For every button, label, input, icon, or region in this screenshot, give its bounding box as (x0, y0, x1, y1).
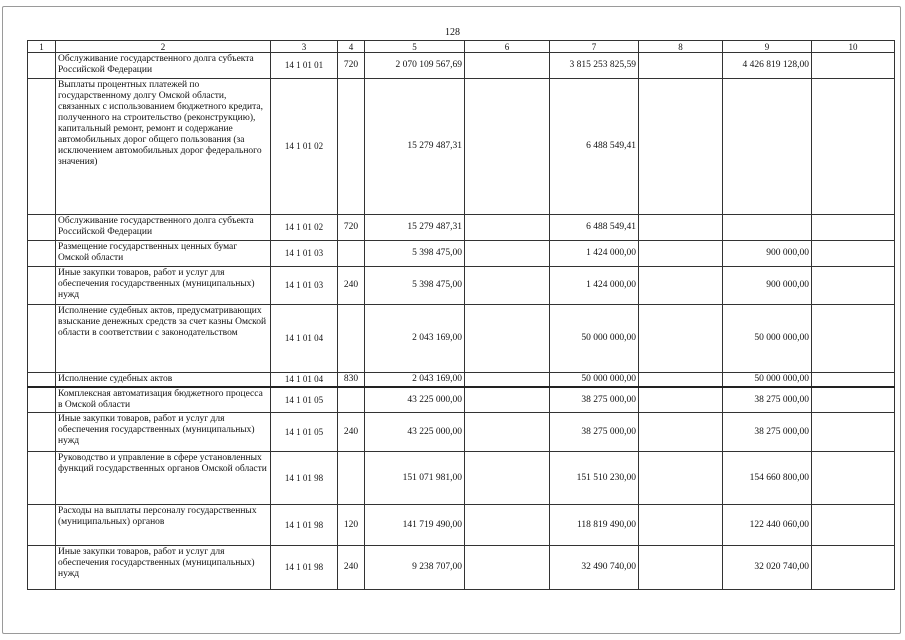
table-row (28, 505, 895, 546)
row-col9: 4 426 819 128,00 (723, 53, 812, 79)
row-col7: 1 424 000,00 (550, 241, 639, 267)
row-vr: 720 (338, 215, 365, 241)
row-col10 (812, 546, 895, 590)
table-row (28, 79, 895, 215)
row-col8 (639, 215, 723, 241)
row-col9: 900 000,00 (723, 267, 812, 305)
row-col5: 15 279 487,31 (365, 215, 465, 241)
row-col10 (812, 452, 895, 505)
row-col9 (723, 215, 812, 241)
row-col6 (465, 387, 550, 413)
row-col8 (639, 267, 723, 305)
row-col7: 151 510 230,00 (550, 452, 639, 505)
row-code: 14 1 01 98 (271, 505, 338, 546)
row-col6 (465, 267, 550, 305)
table-row (28, 53, 895, 79)
row-col5: 2 070 109 567,69 (365, 53, 465, 79)
row-col9 (723, 79, 812, 215)
row-col9: 154 660 800,00 (723, 452, 812, 505)
row-col7: 32 490 740,00 (550, 546, 639, 590)
page-number: 128 (445, 27, 460, 38)
row-col8 (639, 53, 723, 79)
row-col10 (812, 267, 895, 305)
row-code: 14 1 01 05 (271, 413, 338, 452)
row-col10 (812, 241, 895, 267)
row-name: Иные закупки товаров, работ и услуг для обеспечения государственных (муниципальных) нужд (56, 413, 271, 452)
row-col5: 2 043 169,00 (365, 305, 465, 373)
row-col8 (639, 373, 723, 388)
row-col6 (465, 305, 550, 373)
row-code: 14 1 01 05 (271, 387, 338, 413)
column-header: 9 (723, 41, 812, 53)
row-col9: 50 000 000,00 (723, 373, 812, 388)
row-name: Руководство и управление в сфере установленных функций государственных органов Омской области (56, 452, 271, 505)
row-vr (338, 305, 365, 373)
row-name: Исполнение судебных актов (56, 373, 271, 388)
row-name: Обслуживание государственного долга субъекта Российской Федерации (56, 53, 271, 79)
row-col5: 9 238 707,00 (365, 546, 465, 590)
column-header: 8 (639, 41, 723, 53)
row-code: 14 1 01 98 (271, 452, 338, 505)
row-name: Иные закупки товаров, работ и услуг для обеспечения государственных (муниципальных) нужд (56, 546, 271, 590)
row-col9: 38 275 000,00 (723, 413, 812, 452)
row-col6 (465, 215, 550, 241)
row-name: Размещение государственных ценных бумаг Омской области (56, 241, 271, 267)
row-col10 (812, 505, 895, 546)
row-col5: 5 398 475,00 (365, 241, 465, 267)
column-header: 7 (550, 41, 639, 53)
row-col5: 43 225 000,00 (365, 413, 465, 452)
row-code: 14 1 01 02 (271, 215, 338, 241)
row-col7: 38 275 000,00 (550, 387, 639, 413)
row-col10 (812, 305, 895, 373)
row-vr: 830 (338, 373, 365, 388)
row-vr: 240 (338, 413, 365, 452)
column-header: 5 (365, 41, 465, 53)
row-vr: 240 (338, 546, 365, 590)
row-vr: 720 (338, 53, 365, 79)
row-col8 (639, 387, 723, 413)
table-row (28, 215, 895, 241)
row-vr (338, 387, 365, 413)
row-vr (338, 452, 365, 505)
row-col8 (639, 505, 723, 546)
row-col5: 5 398 475,00 (365, 267, 465, 305)
row-col5: 151 071 981,00 (365, 452, 465, 505)
row-col7: 38 275 000,00 (550, 413, 639, 452)
row-col7: 3 815 253 825,59 (550, 53, 639, 79)
row-code: 14 1 01 04 (271, 305, 338, 373)
row-col7: 118 819 490,00 (550, 505, 639, 546)
table-row (28, 387, 895, 413)
row-col8 (639, 452, 723, 505)
row-col7: 6 488 549,41 (550, 215, 639, 241)
row-vr: 240 (338, 267, 365, 305)
row-col7: 50 000 000,00 (550, 305, 639, 373)
row-vr: 120 (338, 505, 365, 546)
row-col10 (812, 215, 895, 241)
row-col10 (812, 373, 895, 388)
column-number-row (28, 41, 895, 53)
row-col7: 50 000 000,00 (550, 373, 639, 388)
row-col5: 15 279 487,31 (365, 79, 465, 215)
row-col6 (465, 373, 550, 388)
column-header: 4 (338, 41, 365, 53)
row-col10 (812, 79, 895, 215)
row-col5: 141 719 490,00 (365, 505, 465, 546)
row-col10 (812, 413, 895, 452)
column-header: 2 (56, 41, 271, 53)
row-col8 (639, 305, 723, 373)
row-vr (338, 241, 365, 267)
table-row (28, 546, 895, 590)
row-col8 (639, 79, 723, 215)
row-col9: 38 275 000,00 (723, 387, 812, 413)
row-col6 (465, 413, 550, 452)
table-row (28, 452, 895, 505)
row-col10 (812, 53, 895, 79)
row-name: Исполнение судебных актов, предусматривающих взыскание денежных средств за счет казны Омской области в соответствии с законодательством (56, 305, 271, 373)
row-col9: 50 000 000,00 (723, 305, 812, 373)
row-col6 (465, 452, 550, 505)
row-name: Расходы на выплаты персоналу государственных (муниципальных) органов (56, 505, 271, 546)
column-header: 1 (28, 41, 56, 53)
row-code: 14 1 01 03 (271, 267, 338, 305)
table-row (28, 413, 895, 452)
row-col5: 2 043 169,00 (365, 373, 465, 388)
row-code: 14 1 01 98 (271, 546, 338, 590)
row-name: Обслуживание государственного долга субъекта Российской Федерации (56, 215, 271, 241)
row-col9: 900 000,00 (723, 241, 812, 267)
row-name: Иные закупки товаров, работ и услуг для обеспечения государственных (муниципальных) нужд (56, 267, 271, 305)
row-name: Комплексная автоматизация бюджетного процесса в Омской области (56, 387, 271, 413)
row-col9: 122 440 060,00 (723, 505, 812, 546)
column-header: 3 (271, 41, 338, 53)
row-vr (338, 79, 365, 215)
row-col6 (465, 505, 550, 546)
row-col8 (639, 413, 723, 452)
column-header: 6 (465, 41, 550, 53)
budget-table (27, 40, 895, 590)
row-code: 14 1 01 01 (271, 53, 338, 79)
table-row (28, 305, 895, 373)
row-code: 14 1 01 03 (271, 241, 338, 267)
column-header: 10 (812, 41, 895, 53)
row-name: Выплаты процентных платежей по государственному долгу Омской области, связанных с использованием бюджетного кредита, полученного на строительство (реконструкцию), капитальный ремонт, ремонт и содержание автомобильных дорог общего пользования (за исключением автомобильных дорог федерального значения) (56, 79, 271, 215)
row-col10 (812, 387, 895, 413)
table-row (28, 267, 895, 305)
row-col6 (465, 546, 550, 590)
row-col7: 1 424 000,00 (550, 267, 639, 305)
row-col6 (465, 79, 550, 215)
row-col5: 43 225 000,00 (365, 387, 465, 413)
row-col7: 6 488 549,41 (550, 79, 639, 215)
row-col8 (639, 546, 723, 590)
row-col9: 32 020 740,00 (723, 546, 812, 590)
row-code: 14 1 01 04 (271, 373, 338, 388)
table-row (28, 373, 895, 388)
table-row (28, 241, 895, 267)
row-col8 (639, 241, 723, 267)
row-col6 (465, 53, 550, 79)
row-col6 (465, 241, 550, 267)
row-code: 14 1 01 02 (271, 79, 338, 215)
